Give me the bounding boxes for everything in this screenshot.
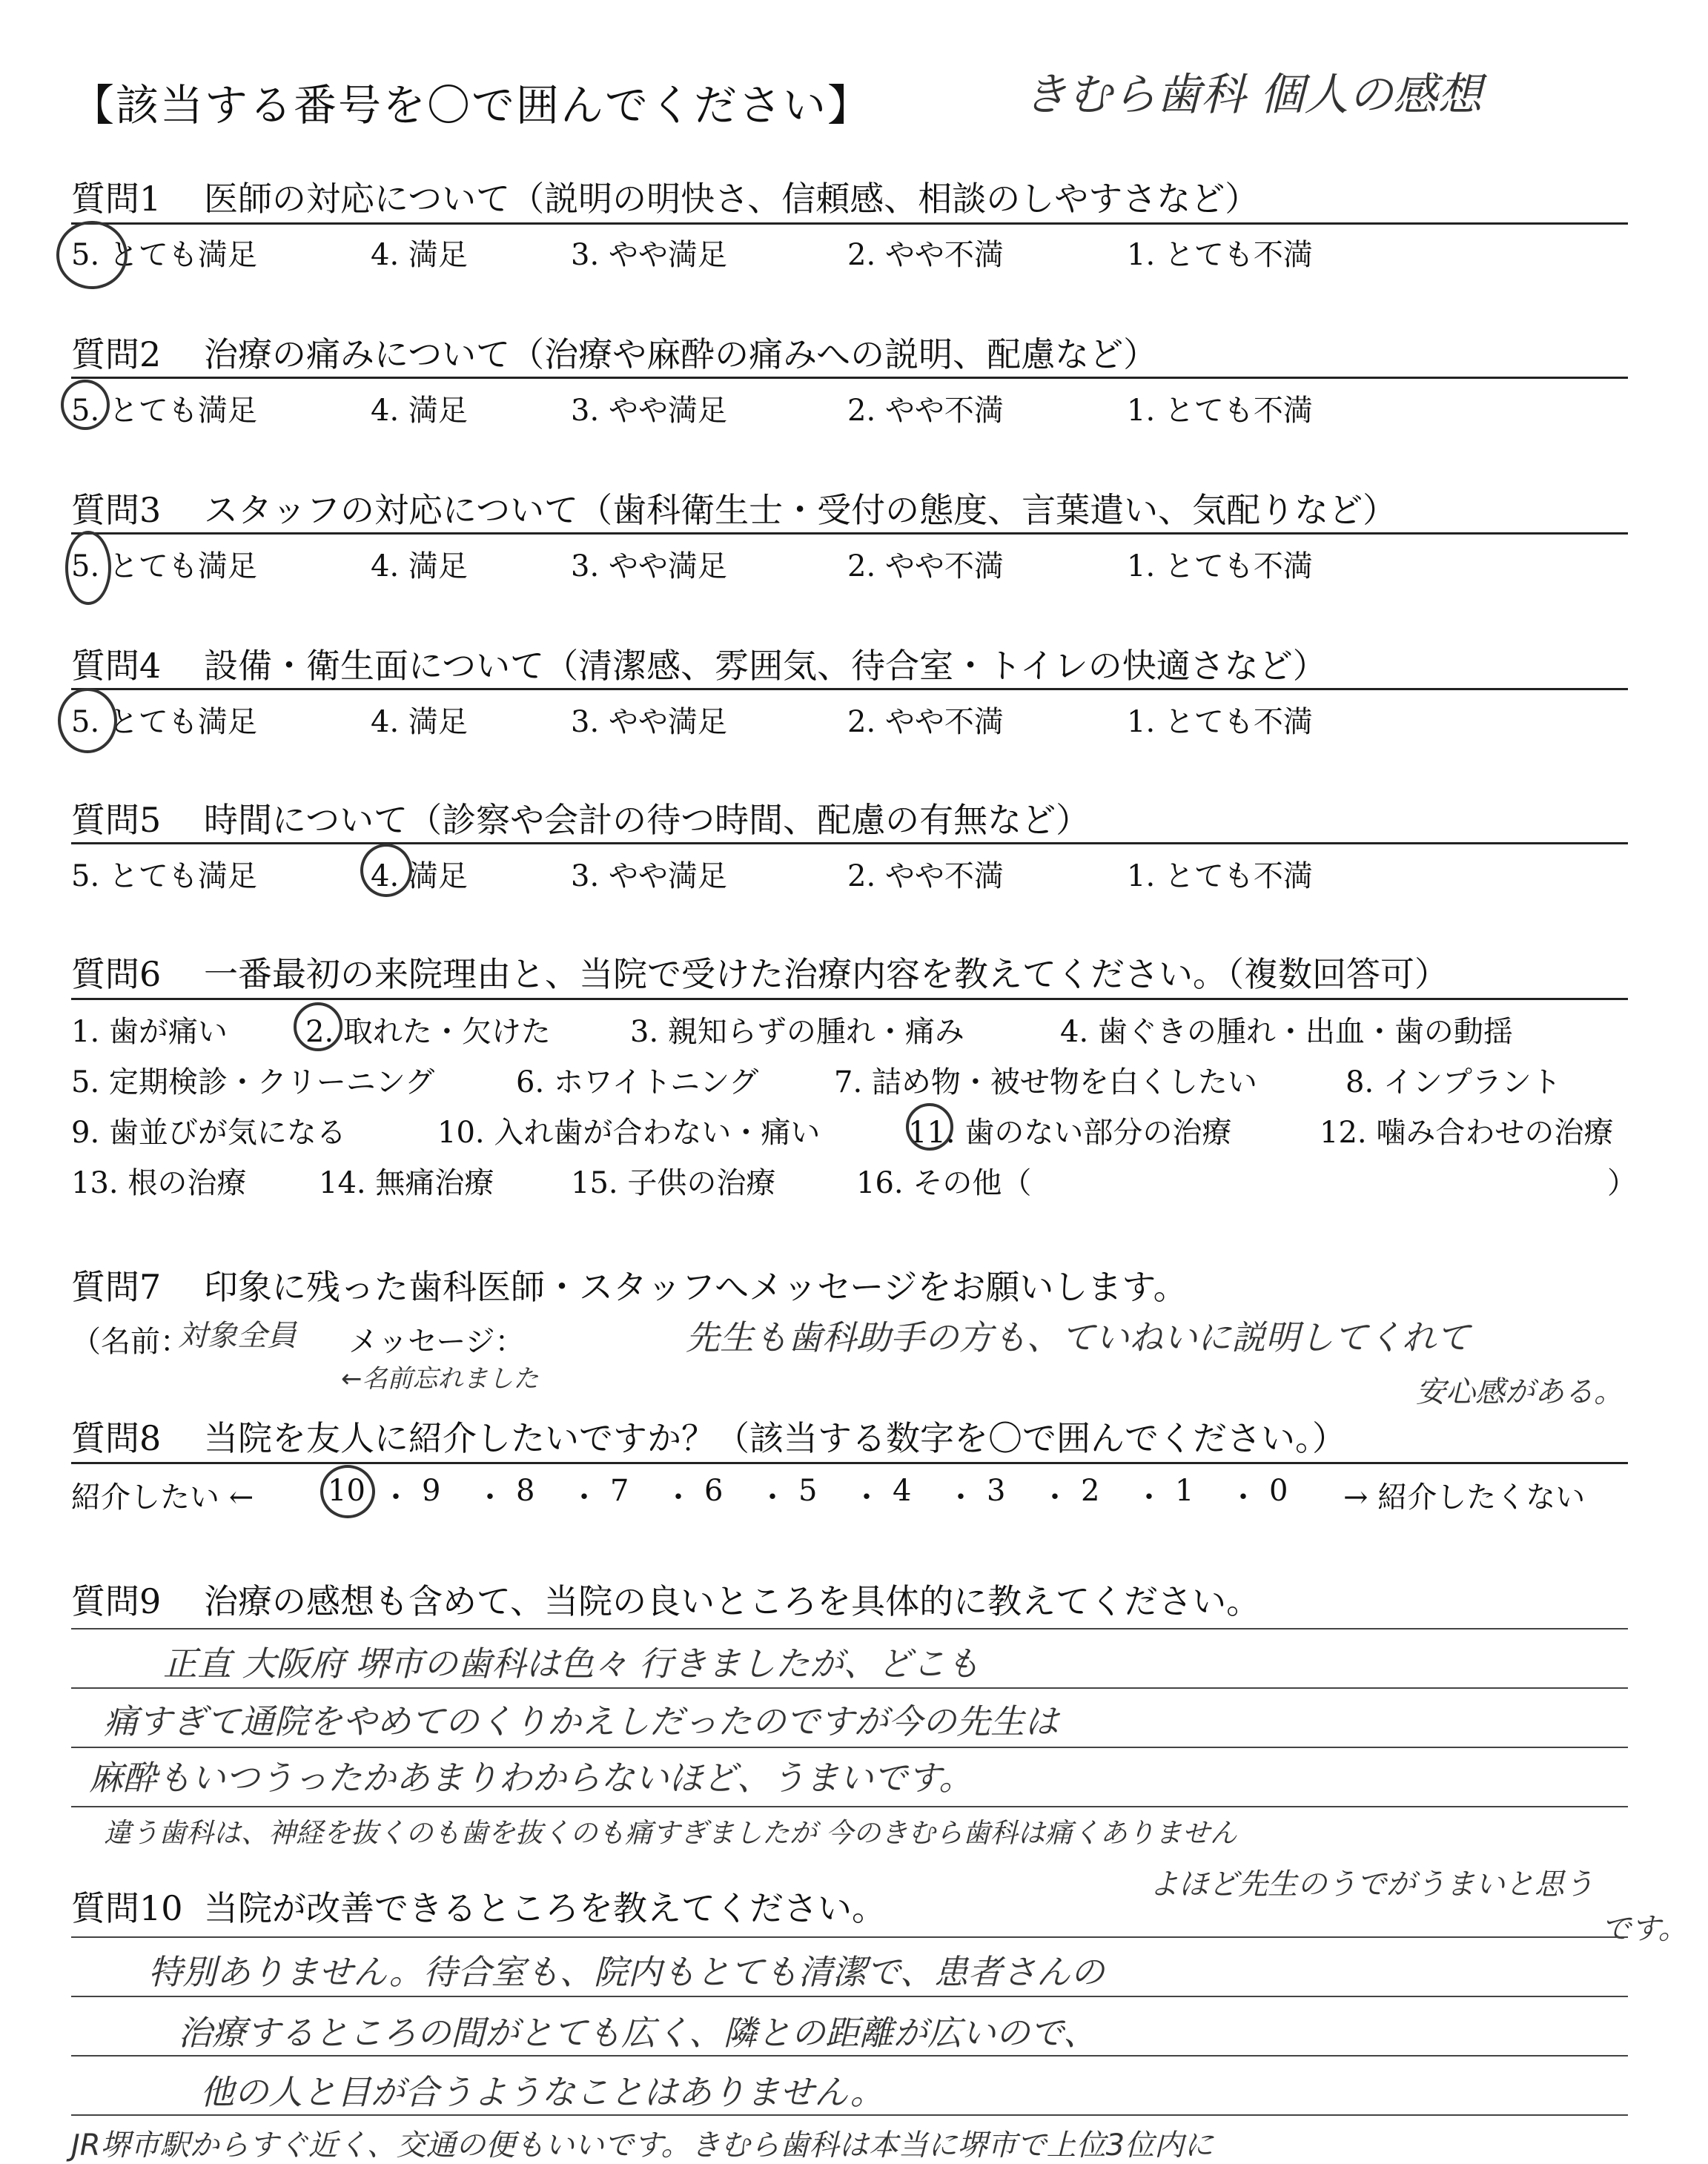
q6-opt-1[interactable]: 1. 歯が痛い [71,1015,228,1049]
q3-opt-1[interactable]: 1. とても不満 [1127,549,1313,583]
q8-scale-9[interactable]: 9 [422,1474,441,1508]
q4-opt-2[interactable]: 2. やや不満 [847,705,1004,739]
q2-label: 質問2 [71,334,162,374]
q3-rule [71,532,1628,535]
q6-opt-14[interactable]: 14. 無痛治療 [319,1166,494,1200]
q6-opt-8[interactable]: 8. インプラント [1345,1065,1561,1099]
q8-scale-separator: ・ [852,1480,881,1515]
q9-hand-4: 違う歯科は、神経を抜くのも歯を抜くのも痛すぎましたが 今のきむら歯科は痛くありません [104,1817,1237,1849]
q8-scale-separator: ・ [946,1480,976,1515]
q6-selection-circle-2 [294,1002,342,1051]
q8-scale-7[interactable]: 7 [610,1474,629,1508]
q2-opt-2[interactable]: 2. やや不満 [847,394,1004,428]
q4-opt-1[interactable]: 1. とても不満 [1127,705,1313,739]
q7-name-note-handwritten: ←名前忘れました [341,1364,539,1394]
q5-selection-circle [360,844,412,897]
q9-text: 治療の感想も含めて、当院の良いところを具体的に教えてください。 [204,1581,1261,1621]
q8-right-label: → 紹介したくない [1343,1480,1586,1515]
q6-opt-6[interactable]: 6. ホワイトニング [516,1065,759,1099]
q3-label: 質問3 [71,490,162,530]
q3-opt-3[interactable]: 3. やや満足 [571,549,727,583]
q8-scale-1[interactable]: 1 [1175,1474,1194,1508]
q4-rule [71,688,1628,690]
q3-selection-circle [65,531,111,605]
q6-opt-7[interactable]: 7. 詰め物・被せ物を白くしたい [834,1065,1257,1099]
q9-hand-6: です。 [1601,1912,1688,1946]
q2-opt-3[interactable]: 3. やや満足 [571,394,727,428]
q6-opt-3[interactable]: 3. 親知らずの腫れ・痛み [630,1015,964,1049]
q8-scale-separator: ・ [1228,1480,1258,1515]
q2-selection-circle [61,380,110,430]
q8-left-label: 紹介したい ← [71,1480,254,1515]
q8-scale-4[interactable]: 4 [893,1474,912,1508]
q8-scale-3[interactable]: 3 [987,1474,1006,1508]
q8-scale-5[interactable]: 5 [798,1474,818,1508]
q3-text: スタッフの対応について（歯科衛生士・受付の態度、言葉遣い、気配りなど） [204,490,1397,530]
q6-opt-15[interactable]: 15. 子供の治療 [571,1166,776,1200]
q6-selection-circle-11 [906,1103,953,1151]
q9-line-4 [71,1806,1628,1807]
q9-hand-3: 麻酔もいつうったかあまりわからないほど、うまいです。 [89,1758,973,1798]
q8-scale-separator: ・ [1040,1480,1070,1515]
q10-hand-2: 治療するところの間がとても広く、隣との距離が広いので、 [178,2013,1098,2053]
q6-opt-11[interactable]: 11. 歯のない部分の治療 [908,1116,1232,1150]
q9-hand-2: 痛すぎて通院をやめてのくりかえしだったのですが今の先生は [104,1701,1059,1741]
q1-opt-3[interactable]: 3. やや満足 [571,238,727,272]
q7-message-label: メッセージ： [348,1325,525,1359]
q4-label: 質問4 [71,646,162,686]
q9-hand-5: よほど先生のうでがうまいと思う [1149,1867,1594,1902]
q7-label: 質問7 [71,1267,162,1307]
q1-rule [71,222,1628,225]
q4-opt-3[interactable]: 3. やや満足 [571,705,727,739]
q8-scale-10[interactable]: 10 [328,1474,365,1508]
q6-opt-12[interactable]: 12. 噛み合わせの治療 [1320,1116,1614,1150]
q6-opt-16-close: ） [1607,1166,1637,1200]
q3-opt-4[interactable]: 4. 満足 [371,549,468,583]
q9-hand-1: 正直 大阪府 堺市の歯科は色々 行きましたが、どこも [163,1644,980,1684]
q2-opt-1[interactable]: 1. とても不満 [1127,394,1313,428]
q1-opt-1[interactable]: 1. とても不満 [1127,238,1313,272]
q10-text: 当院が改善できるところを教えてください。 [204,1888,886,1928]
q6-opt-16[interactable]: 16. その他（ [856,1166,1032,1200]
q2-text: 治療の痛みについて（治療や麻酔の痛みへの説明、配慮など） [204,334,1158,374]
q8-scale-separator: ・ [663,1480,693,1515]
q6-opt-10[interactable]: 10. 入れ歯が合わない・痛い [437,1116,821,1150]
q4-selection-circle [58,688,117,753]
q5-opt-5[interactable]: 5. とても満足 [71,859,257,893]
q5-label: 質問5 [71,800,162,840]
q10-line-3 [71,2055,1628,2057]
q2-opt-5[interactable]: 5. とても満足 [71,394,257,428]
q8-rule [71,1462,1628,1464]
q8-scale-8[interactable]: 8 [516,1474,535,1508]
q8-text: 当院を友人に紹介したいですか？（該当する数字を〇で囲んでください。） [204,1418,1346,1458]
q9-label: 質問9 [71,1581,162,1621]
q8-selection-circle [320,1465,375,1518]
q8-scale-separator: ・ [569,1480,599,1515]
q8-scale-separator: ・ [758,1480,787,1515]
q8-scale-0[interactable]: 0 [1269,1474,1288,1508]
q4-text: 設備・衛生面について（清潔感、雰囲気、待合室・トイレの快適さなど） [204,646,1327,686]
q9-line-3 [71,1747,1628,1748]
q10-line-2 [71,1996,1628,1997]
page-title: 【該当する番号を〇で囲んでください】 [71,80,873,130]
q8-scale-6[interactable]: 6 [704,1474,724,1508]
q6-opt-9[interactable]: 9. 歯並びが気になる [71,1116,346,1150]
q3-opt-5[interactable]: 5. とても満足 [71,549,257,583]
q7-name-label: （名前： [71,1325,190,1359]
q10-hand-4: JR堺市駅からすぐ近く、交通の便もいいです。きむら歯科は本当に堺市で上位3位内に [71,2128,1214,2163]
q6-text: 一番最初の来院理由と、当院で受けた治療内容を教えてください。（複数回答可） [204,954,1449,994]
q6-label: 質問6 [71,954,162,994]
q8-scale-separator: ・ [1134,1480,1164,1515]
q8-scale-2[interactable]: 2 [1081,1474,1100,1508]
q6-opt-2[interactable]: 2. 取れた・欠けた [305,1015,551,1049]
q6-opt-13[interactable]: 13. 根の治療 [71,1166,247,1200]
q1-opt-4[interactable]: 4. 満足 [371,238,468,272]
handwritten-clinic-note: きむら歯科 個人の感想 [1023,69,1483,121]
q10-label: 質問10 [71,1888,183,1928]
q8-label: 質問8 [71,1418,162,1458]
q1-label: 質問1 [71,179,162,219]
q10-hand-3: 他の人と目が合うようなことはありません。 [200,2072,884,2112]
q1-opt-2[interactable]: 2. やや不満 [847,238,1004,272]
q5-rule [71,842,1628,844]
q5-opt-1[interactable]: 1. とても不満 [1127,859,1313,893]
q6-opt-4[interactable]: 4. 歯ぐきの腫れ・出血・歯の動揺 [1060,1015,1513,1049]
q8-scale-separator: ・ [381,1480,411,1515]
q9-line-1 [71,1628,1628,1629]
q3-opt-2[interactable]: 2. やや不満 [847,549,1004,583]
q4-opt-5[interactable]: 5. とても満足 [71,705,257,739]
q2-opt-4[interactable]: 4. 満足 [371,394,468,428]
q4-opt-4[interactable]: 4. 満足 [371,705,468,739]
q7-message-handwritten-2: 安心感がある。 [1416,1375,1623,1409]
q7-message-handwritten-1: 先生も歯科助手の方も、ていねいに説明してくれて [686,1317,1470,1357]
q7-text: 印象に残った歯科医師・スタッフへメッセージをお願いします。 [204,1267,1188,1307]
q5-opt-4[interactable]: 4. 満足 [371,859,468,893]
q10-line-1 [71,1936,1628,1938]
q5-opt-3[interactable]: 3. やや満足 [571,859,727,893]
q5-opt-2[interactable]: 2. やや不満 [847,859,1004,893]
q2-rule [71,377,1628,379]
q1-selection-circle [56,221,128,289]
q7-name-handwritten: 対象全員 [178,1319,297,1353]
q10-line-4 [71,2114,1628,2116]
q8-scale-separator: ・ [475,1480,505,1515]
q10-hand-1: 特別ありません。待合室も、院内もとても清潔で、患者さんの [148,1952,1105,1992]
q5-text: 時間について（診察や会計の待つ時間、配慮の有無など） [204,800,1090,840]
q9-line-2 [71,1687,1628,1689]
q1-text: 医師の対応について（説明の明快さ、信頼感、相談のしやすさなど） [204,179,1260,219]
q6-rule [71,998,1628,1000]
q6-opt-5[interactable]: 5. 定期検診・クリーニング [71,1065,435,1099]
q1-opt-5[interactable]: 5. とても満足 [71,238,257,272]
